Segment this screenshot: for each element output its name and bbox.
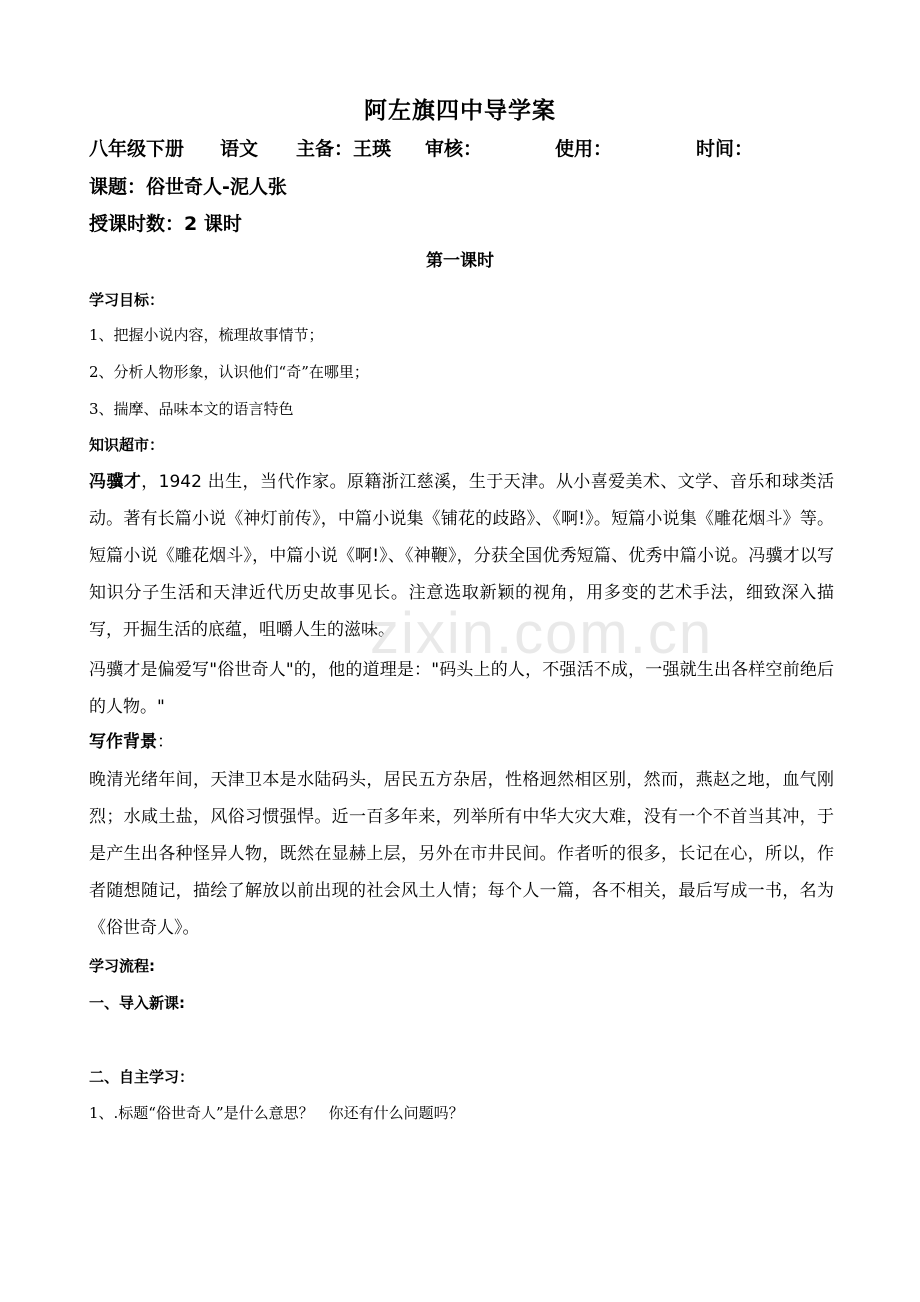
hours-line: 授课时数：2 课时 — [89, 213, 242, 235]
header-meta-row — [89, 134, 849, 164]
topic-line: 课题：俗世奇人-泥人张 — [89, 176, 287, 198]
background-colon: ： — [157, 732, 174, 752]
objectives-label: 学习目标： — [89, 291, 165, 309]
author-label: 主备：王瑛 — [296, 138, 392, 160]
page-title: 阿左旗四中导学案 — [364, 98, 556, 124]
author-name: 冯骥才 — [89, 472, 142, 492]
process-step-self-study: 二、自主学习： — [89, 1068, 195, 1086]
knowledge-label: 知识超市： — [89, 436, 165, 454]
background-heading — [89, 724, 834, 761]
process-label: 学习流程: — [89, 957, 155, 975]
usage-label: 使用： — [555, 138, 613, 160]
question-item: 1、.标题“俗世奇人”是什么意思？ 你还有什么问题吗？ — [89, 1104, 464, 1122]
subject-label: 语文 — [220, 138, 259, 160]
watermark: zixin.com.cn — [370, 601, 714, 666]
author-quote-paragraph: 冯骥才是偏爱写"俗世奇人"的，他的道理是："码头上的人，不强活不成，一强就生出各样空前绝后的人物。" — [89, 660, 834, 717]
objective-item: 2、分析人物形象，认识他们“奇”在哪里； — [89, 363, 369, 381]
background-label: 写作背景 — [89, 732, 157, 752]
review-label: 审核： — [425, 138, 483, 160]
objective-item: 3、揣摩、品味本文的语言特色 — [89, 400, 294, 418]
lesson-title: 第一课时 — [426, 251, 494, 271]
objective-item: 1、把握小说内容，梳理故事情节； — [89, 326, 324, 344]
time-label: 时间： — [696, 138, 754, 160]
background-paragraph: 晚清光绪年间，天津卫本是水陆码头，居民五方杂居，性格迥然相区别，然而，燕赵之地，血气刚烈；水咸土盐，风俗习惯强悍。近一百多年来，列举所有中华大灾大难，没有一个不首当其冲，于是产生出各种怪异人物，既然在显赫上层，另外在市井民间。作者听的很多，长记在心，所以，作者随想随记，描绘了解放以前出现的社会风土人情；每个人一篇，各不相关，最后写成一书，名为《俗世奇人》。 — [89, 770, 834, 938]
process-step-import: 一、导入新课: — [89, 994, 185, 1012]
grade-label: 八年级下册 — [89, 138, 185, 160]
author-bio-text: ，1942 出生，当代作家。原籍浙江慈溪，生于天津。从小喜爱美术、文学、音乐和球类活动。著有长篇小说《神灯前传》，中篇小说集《铺花的歧路》、《啊!》。短篇小说集《雕花烟斗》等。短篇小说《雕花烟斗》，中篇小说《啊!》、《神鞭》，分获全国优秀短篇、优秀中篇小说。冯骥才以写知识分子生活和天津近代历史故事见长。注意选取新颖的视角，用多变的艺术手法，细致深入描写，开掘生活的底蕴，咀嚼人生的滋味。 — [89, 472, 835, 640]
